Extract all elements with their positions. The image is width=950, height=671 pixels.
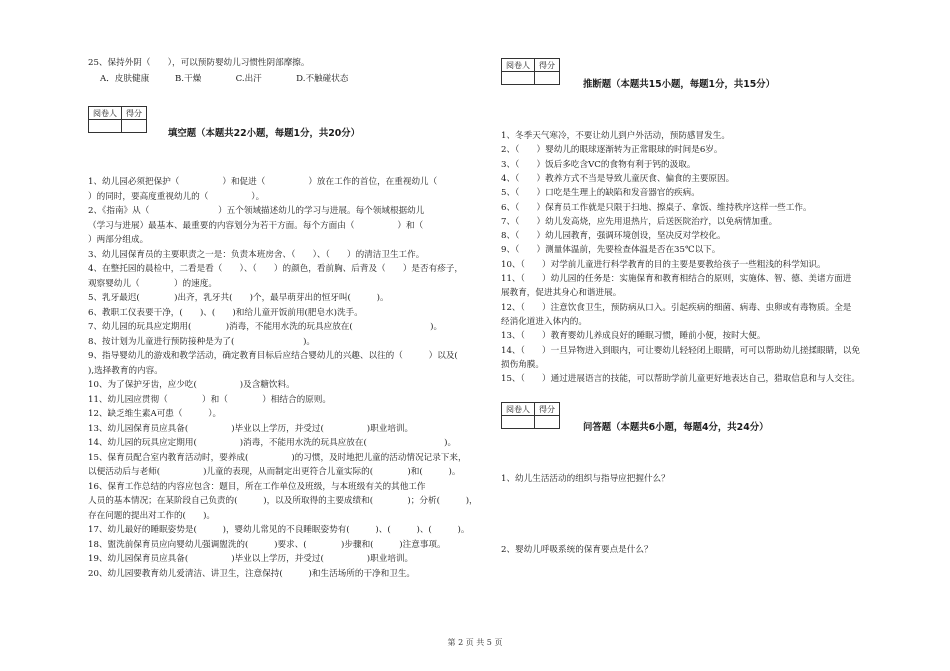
fill-question-line: 19、幼儿园保育员应具备( )毕业以上学历，并受过( )职业培训。 <box>88 554 414 564</box>
judge-question-line: 13、（ ）教育婴幼儿养成良好的睡眠习惯，睡前小便，按时大便。 <box>501 331 766 342</box>
qa-question-1: 1、幼儿生活活动的组织与指导应把握什么？ <box>501 474 670 484</box>
judge-question-line: 3、（ ）饭后多吃含VC的食物有利于钙的汲取。 <box>501 159 696 170</box>
score-label: 得分 <box>122 107 147 120</box>
judge-score-box <box>501 58 560 85</box>
score-label: 得分 <box>535 403 560 416</box>
fill-question-line: 8、按计划为儿童进行预防接种是为了( )。 <box>88 336 316 347</box>
fill-question-line: 18、盥洗前保育员应向婴幼儿强调盥洗的( )要求、( )步骤和( )注意事项。 <box>88 539 446 550</box>
qa-question-2: 2、婴幼儿呼吸系统的保育要点是什么？ <box>501 545 653 555</box>
judge-question-line: 6、（ ）保育员工作就是只限于扫地、擦桌子、拿饭、维持秩序这样一些工作。 <box>501 202 812 213</box>
judge-question-line: 11、（ ）幼儿园的任务是：实施保育和教育相结合的原则，实施体、智、德、美诸方面进 <box>501 274 852 284</box>
q25-options: A．皮肤健康 B.干燥 C.出汗 D.不触碰状态 <box>100 74 349 84</box>
score-cell[interactable] <box>122 120 147 133</box>
judge-question-line: 经消化道进入体内的。 <box>501 316 587 327</box>
score-cell[interactable] <box>535 72 560 85</box>
judge-question-line: 7、（ ）幼儿发高烧，应先用退热片，后送医院治疗，以免病情加重。 <box>501 216 778 227</box>
fill-question-line: （学习与进展）最基本、最重要的内容划分为若干方面。每个方面由（ ）和（ <box>88 220 424 231</box>
fill-question-line: 6、教职工仪表要干净，( )、( )和给儿童开饭前用(肥皂水)洗手。 <box>88 307 363 318</box>
reviewer-label: 阅卷人 <box>89 107 122 120</box>
fill-section-title: 填空题（本题共22小题，每题1分，共20分） <box>168 128 360 139</box>
score-cell[interactable] <box>535 416 560 429</box>
fill-question-line: 13、幼儿园保育员应具备( )毕业以上学历，并受过( )职业培训。 <box>88 423 414 434</box>
judge-question-line: 展教育，促进其身心和谐进展。 <box>501 288 622 299</box>
judge-question-line: 8、（ ）幼儿园教育，强调环境创设，坚决反对学校化。 <box>501 231 726 242</box>
fill-question-line: ）的同时，要高度重视幼儿的（ ）。 <box>88 191 265 202</box>
judge-question-line: 15、（ ）通过进展语言的技能，可以帮助学前儿童更好地表达自己，猎取信息和与人交往。 <box>501 374 860 385</box>
judge-question-line: 1、冬季天气寒冷，不要让幼儿到户外活动，预防感冒发生。 <box>501 131 730 141</box>
judge-question-line: 12、（ ）注意饮食卫生，预防病从口入。引起疾病的细菌、病毒、虫卵或有毒物质。全是 <box>501 302 852 313</box>
judge-question-line: 损伤角膜。 <box>501 359 544 370</box>
q25-stem: 25、保持外阴（ ），可以预防婴幼儿习惯性阴部摩擦。 <box>88 58 310 68</box>
judge-question-line: 2、（ ）婴幼儿的眼球逐渐转为正常眼球的时间是6岁。 <box>501 145 723 156</box>
reviewer-label: 阅卷人 <box>502 403 535 416</box>
fill-question-line: 17、幼儿最好的睡眠姿势是( )，婴幼儿常见的不良睡眠姿势有( )、( )、( )。 <box>88 525 470 535</box>
fill-question-line: 存在问题的提出对工作的( )。 <box>88 510 216 521</box>
fill-question-line: 2、《指南》从（ ）五个领域描述幼儿的学习与进展。每个领域根据幼儿 <box>88 206 425 216</box>
fill-question-line: 以便活动后与老师( )儿童的表现，从而制定出更符合儿童实际的( )和( )。 <box>88 467 461 477</box>
fill-question-line: 观察婴幼儿（ ）的速度。 <box>88 278 217 289</box>
fill-question-line: 1、幼儿园必须把保护（ ）和促进（ ）放在工作的首位，在重视幼儿（ <box>88 177 438 187</box>
judge-question-line: 9、（ ）测量体温前，先要检查体温是否在35℃以下。 <box>501 245 721 256</box>
reviewer-label: 阅卷人 <box>502 59 535 72</box>
fill-question-line: 12、缺乏维生素A可患（ ）。 <box>88 409 222 419</box>
judge-question-line: 5、（ ）口吃是生理上的缺陷和发音器官的疾病。 <box>501 188 700 199</box>
page-footer: 第 2 页 共 5 页 <box>447 638 503 647</box>
judge-question-line: 14、（ ）一旦异物进入到眼内，可让婴幼儿轻轻闭上眼睛，可可以帮助幼儿搓揉眼睛，以免 <box>501 345 860 356</box>
fill-question-line: 7、幼儿园的玩具应定期用( )消毒，不能用水洗的玩具应放在( )。 <box>88 322 443 332</box>
judge-section-title: 推断题（本题共15小题，每题1分，共15分） <box>583 79 775 90</box>
reviewer-cell[interactable] <box>502 416 535 429</box>
fill-question-line: 10、为了保护牙齿，应少吃( )及含糖饮料。 <box>88 380 295 390</box>
fill-question-line: 11、幼儿园应贯彻（ ）和（ ）相结合的原则。 <box>88 394 331 405</box>
fill-question-line: 14、幼儿园的玩具应定期用( )消毒，不能用水洗的玩具应放在( )。 <box>88 438 457 448</box>
fill-question-line: 5、乳牙最迟( )出齐，乳牙共( )个，最早萌芽出的恒牙叫( )。 <box>88 293 389 303</box>
fill-question-line: 15、保育员配合室内教育活动时，要养成( )的习惯，及时地把儿童的活动情况记录下来， <box>88 452 467 463</box>
fill-question-line: ),选择教育的内容。 <box>88 365 163 376</box>
fill-question-line: ）两部分组成。 <box>88 235 149 245</box>
judge-question-line: 10、（ ）对学前儿童进行科学教育的目的主要是要教给孩子一些粗浅的科学知识。 <box>501 259 826 270</box>
qa-section-title: 问答题（本题共6小题，每题4分，共24分） <box>583 422 769 433</box>
qa-score-box <box>501 402 560 429</box>
reviewer-cell[interactable] <box>89 120 122 133</box>
score-label: 得分 <box>535 59 560 72</box>
fill-question-line: 4、在整托园的晨检中，二看是看（ ）、（ ）的颜色，看前胸、后背及（ ）是否有疹子， <box>88 264 463 274</box>
fill-question-line: 20、幼儿园要教育幼儿爱清洁、讲卫生，注意保持( )和生活场所的干净和卫生。 <box>88 568 416 579</box>
fill-question-line: 人员的基本情况；在某阶段自己负责的( )，以及所取得的主要成绩和( )；分析( )， <box>88 496 478 506</box>
judge-question-line: 4、（ ）教养方式不当是导致儿童厌食、偏食的主要原因。 <box>501 173 735 184</box>
fill-score-box <box>88 106 147 133</box>
fill-question-line: 3、幼儿园保育员的主要职责之一是：负责本班房舍、（ ）、（ ）的清洁卫生工作。 <box>88 249 425 260</box>
fill-question-line: 9、指导婴幼儿的游戏和教学活动，确定教育目标后应结合婴幼儿的兴趣、以往的（ ）以及( <box>88 351 458 361</box>
reviewer-cell[interactable] <box>502 72 535 85</box>
fill-question-line: 16、保育工作总结的内容应包含：题目，所在工作单位及班级，与本班级有关的其他工作 <box>88 481 426 492</box>
